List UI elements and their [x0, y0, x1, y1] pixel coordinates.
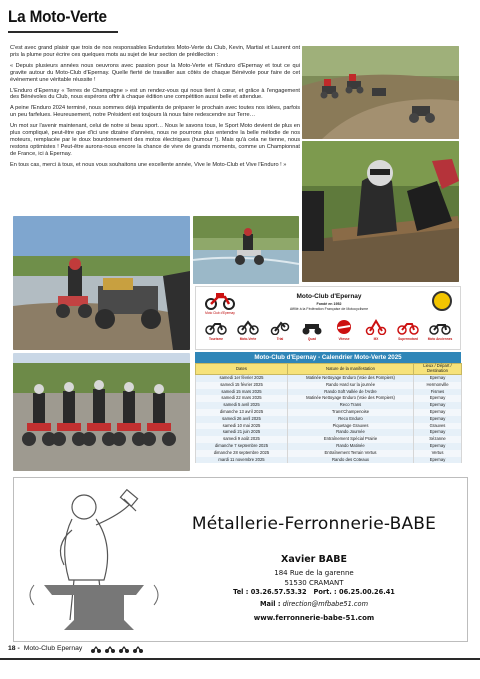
ad-title: Métallerie-Ferronnerie-BABE: [191, 514, 437, 534]
page-footer: [8, 645, 82, 652]
racing-icon: [333, 319, 355, 335]
discipline-tourisme: Tourisme: [202, 319, 230, 341]
table-row: samedi 1er février 2025 Matinée Nettoyage Enduro (Voie des Pompiers) Epernay: [196, 375, 462, 382]
motorcycle-icon: [90, 645, 102, 653]
table-row: samedi 22 mars 2025 Matinée Nettoyage Enduro (Voie des Pompiers) Epernay: [196, 395, 462, 402]
article-paragraph: Un mot sur l'avenir maintenant, celui de notre si beau sport… Nous le savons tous, le Sport Moto devient de plus en plus compliqué, peut-être que d'ici une dizaine d'années, nous ne pourrons plus entendre la belle mélodie de nos moteurs, remplacée par le doux bourdonnement des motos électriques (humour !). Mais qu'à cela ne tienne, nous restons optimistes ! Peut-être aurons-nous encore la chance de vivre de grands moments, comme un Championnat de France, ici à Epernay.: [10, 123, 300, 157]
table-row: dimanche 13 avril 2025 Trans'Champenoise Epernay: [196, 409, 462, 416]
discipline-moto-verte: Moto-Verte: [234, 319, 262, 341]
ad-address-street: 184 Rue de la garenne: [274, 569, 354, 577]
discipline-vitesse: Vitesse: [330, 319, 358, 341]
col-header-lieux: Lieux / Départ / Destination: [414, 364, 462, 375]
calendar-title: Moto-Club d'Epernay - Calendrier Moto-Verte 2025: [195, 352, 461, 363]
photo-rider-log: [302, 141, 459, 282]
photo-group-riders: [13, 353, 190, 471]
table-row: dimanche 7 septembre 2025 Rando Matinée Epernay: [196, 443, 462, 450]
ad-contact-name: Xavier BABE: [281, 554, 347, 565]
table-row: samedi 15 février 2025 Rando Hard sur la journée Hermonville: [196, 382, 462, 389]
club-affiliation: Affilié à la Fédération Française de Motocyclisme: [289, 307, 369, 311]
ad-website-link[interactable]: www.ferronnerie-babe-51.com: [253, 614, 375, 622]
title-underline: [8, 31, 118, 33]
ad-mail-line: Mail : direction@mfbabe51.com: [260, 600, 368, 608]
table-row: samedi 26 avril 2025 Reco Enduro Epernay: [196, 416, 462, 423]
photo-riders-track: [302, 46, 459, 139]
advertisement: [13, 477, 468, 642]
table-row: mardi 11 novembre 2025 Rando des Coteaux Epernay: [196, 457, 462, 464]
article-paragraph: A peine l'Enduro 2024 terminé, nous sommes déjà impatients de préparer le prochain avec toutes nos idées, parfois un peu farfelues. Heureusement, notre Président est toujours là nous faire redescendre sur Terre…: [10, 105, 300, 119]
motorcycle-icon: [237, 319, 259, 335]
club-founded: Fondé en 1952: [316, 302, 342, 306]
article-paragraph: L'Enduro d'Epernay « Terres de Champagne » est un rendez-vous qui nous tient à cœur, et grâce à l'engagement des Bénévoles du Club, nous espérons offrir à chaque édition une compétition aussi belle et attendue.: [10, 87, 300, 101]
page-number: 18 -: [8, 645, 20, 652]
discipline-trial: Trial: [266, 319, 294, 341]
footer-label: Moto-Club Epernay: [23, 645, 83, 652]
table-row: samedi 15 mars 2025 Rando Soft Vallée de l'Ardre Fismes: [196, 389, 462, 396]
motorcycle-icon: [429, 319, 451, 335]
footer-rule: [0, 658, 480, 660]
ffm-logo: [432, 291, 452, 311]
club-logo-caption: Moto Club d'Epernay: [205, 311, 235, 315]
discipline-quad: Quad: [298, 319, 326, 341]
col-header-nature: Nature de la manifestation: [288, 364, 414, 375]
footer-motorcycle-icons: [90, 645, 144, 653]
club-banner: [195, 286, 461, 350]
motorcycle-icon: [132, 645, 144, 653]
motorcycle-icon: [118, 645, 130, 653]
photo-water-crossing: [193, 216, 299, 284]
article-paragraph: C'est avec grand plaisir que trois de nos responsables Enduristes Moto-Verte du Club, Kevin, Martial et Laurent ont pris la plume pour écrire ces quelques mots au sujet de leur section de prédilection :: [10, 45, 300, 58]
discipline-moto-anciennes: Moto Anciennes: [426, 319, 454, 341]
blacksmith-illustration: [24, 485, 164, 635]
ad-phone-line: Tel : 03.26.57.53.32 Port. : 06.25.00.26.41: [233, 588, 395, 596]
article-paragraph: « Depuis plusieurs années nous oeuvrons avec passion pour la Moto-Verte et l'Enduro d'Epernay et tout ce qui gravite autour du Moto-Club d'Epernay. Quelle fierté de travailler aux côtés de chaque Bénévole pour faire de cet événement une véritable réussite !: [10, 62, 300, 83]
motorcycle-icon: [269, 319, 291, 335]
ad-mobile: 06.25.00.26.41: [339, 588, 395, 596]
ad-phone: 03.26.57.53.32: [250, 588, 307, 596]
table-row: samedi 5 avril 2025 Reco Trans Epernay: [196, 402, 462, 409]
motorcycle-icon: [365, 319, 387, 335]
col-header-dates: Dates: [196, 364, 288, 375]
page-title: La Moto-Verte: [8, 7, 107, 26]
discipline-mx: MX: [362, 319, 390, 341]
article-body: [10, 45, 300, 173]
table-row: dimanche 28 septembre 2025 Entraînement Terrain Vertus Vertus: [196, 450, 462, 457]
photo-quad-lake: [13, 216, 190, 350]
table-row: samedi 9 août 2025 Entraînement Spécial Prairie Sézanne: [196, 436, 462, 443]
calendar: [195, 352, 461, 463]
article-paragraph: En tous cas, merci à tous, et nous vous souhaitons une excellente année, Vive le Moto-Club et Vive l'Enduro ! »: [10, 161, 287, 168]
quad-icon: [301, 319, 323, 335]
ad-address-city: 51530 CRAMANT: [284, 579, 344, 587]
table-row: samedi 21 juin 2025 Rando Journée Epernay: [196, 429, 462, 436]
motorcycle-icon: [104, 645, 116, 653]
motorcycle-icon: [205, 319, 227, 335]
motorcycle-icon: [397, 319, 419, 335]
table-row: samedi 10 mai 2025 Piquetage Grauves Grauves: [196, 423, 462, 430]
club-name: Moto-Club d'Epernay: [296, 293, 362, 300]
discipline-supermotard: Supermotard: [394, 319, 422, 341]
ad-email-link[interactable]: direction@mfbabe51.com: [282, 600, 368, 608]
calendar-table: [195, 363, 462, 463]
